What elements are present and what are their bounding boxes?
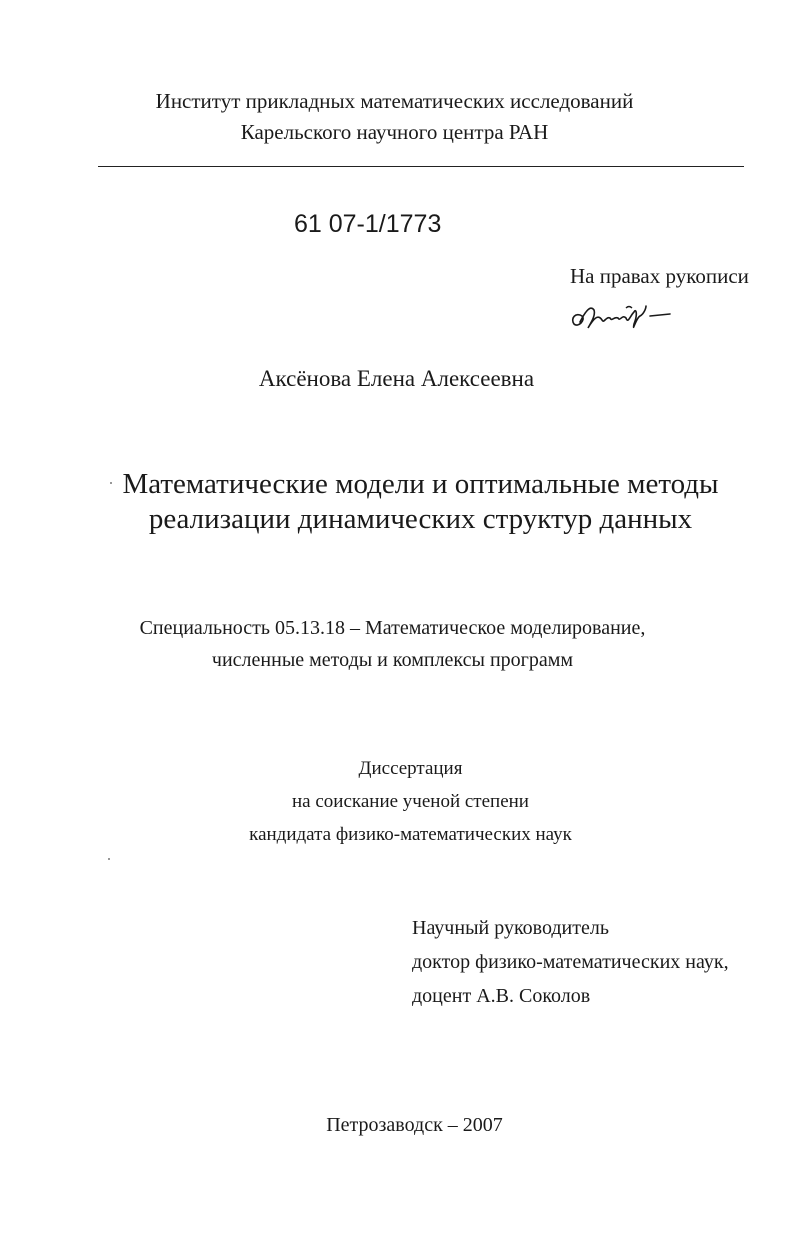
header-divider xyxy=(98,166,744,167)
manuscript-rights-note: На правах рукописи xyxy=(570,264,749,288)
advisor-line-1: Научный руководитель xyxy=(412,917,609,939)
archive-stamp-number: 61 07-1/1773 xyxy=(294,210,442,238)
degree-block xyxy=(14,752,793,851)
specialty-block xyxy=(0,612,789,676)
author-name: Аксёнова Елена Алексеевна xyxy=(258,366,535,391)
title-line-2: реализации динамических структур данных xyxy=(148,503,693,535)
scan-speck xyxy=(110,482,112,484)
city-year: Петрозаводск – 2007 xyxy=(326,1114,503,1136)
title-line-1: Математические модели и оптимальные методы xyxy=(122,468,719,500)
author-signature xyxy=(566,294,686,338)
advisor-line-2: доктор физико-математических наук, xyxy=(412,951,729,973)
specialty-line-1: Специальность 05.13.18 – Математическое моделирование, xyxy=(139,617,646,639)
scan-speck xyxy=(108,858,110,860)
specialty-line-2: численные методы и комплексы программ xyxy=(211,649,574,671)
scientific-advisor-block xyxy=(412,911,729,1013)
advisor-line-3: доцент А.В. Соколов xyxy=(412,985,591,1007)
institute-line-2: Карельского научного центра РАН xyxy=(240,120,549,144)
dissertation-title xyxy=(24,467,793,537)
degree-line-1: Диссертация xyxy=(358,758,463,779)
institute-line-1: Институт прикладных математических исследований xyxy=(155,89,634,113)
degree-line-3: кандидата физико-математических наук xyxy=(249,824,572,845)
degree-line-2: на соискание ученой степени xyxy=(292,791,529,812)
institute-header xyxy=(0,86,791,148)
